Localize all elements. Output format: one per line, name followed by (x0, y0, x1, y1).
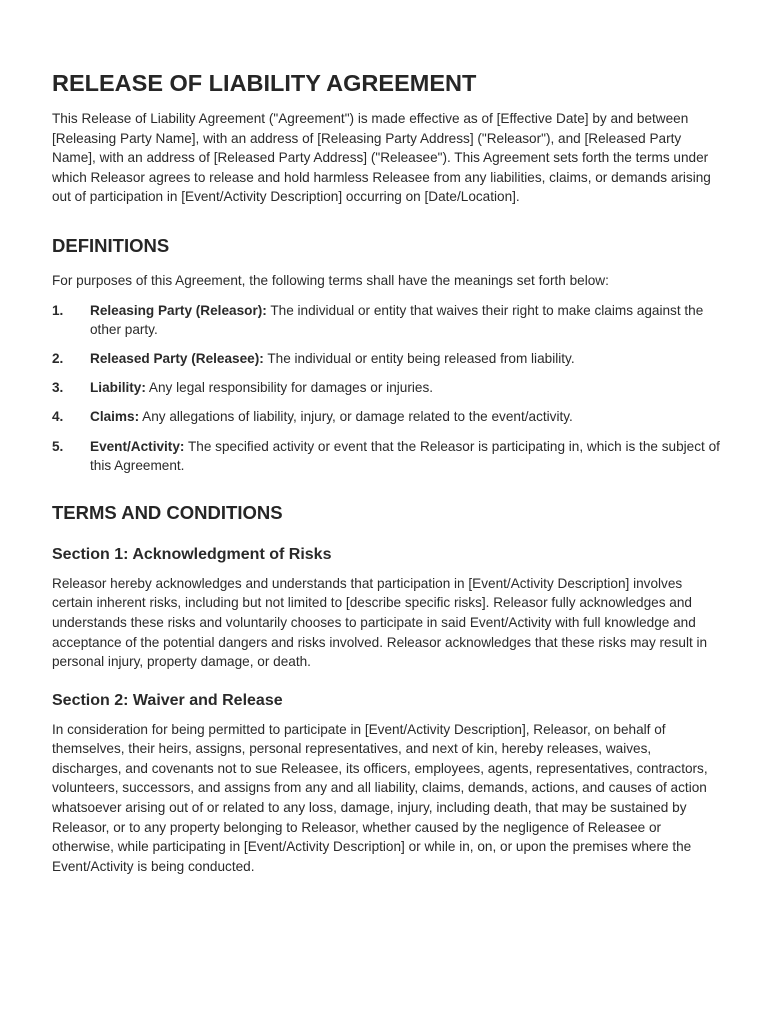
document-title: RELEASE OF LIABILITY AGREEMENT (52, 70, 477, 96)
definitions-lead: For purposes of this Agreement, the following terms shall have the meanings set forth below: (52, 272, 609, 288)
definition-term: Claims: (90, 409, 140, 425)
definition-number: 4. (52, 409, 64, 425)
definitions-heading: DEFINITIONS (52, 234, 170, 256)
definition-item (52, 407, 724, 427)
intro-paragraph: This Release of Liability Agreement ("Agreement") is made effective as of [Effective Date] by and between [Releasing Party Name], with an address of [Releasing Party Address] ("Releasor"), and [Released Party Name], with an address of [Released Party Address] ("Releasee"). This Agreement sets forth the terms under which Releasor agrees to release and hold harmless Releasee from any liabilities, claims, or demands arising out of participation in [Event/Activity Description] occurring on [Date/Location]. (52, 111, 711, 205)
definition-term: Event/Activity: (90, 438, 185, 454)
definition-text: Any allegations of liability, injury, or damage related to the event/activity. (139, 409, 573, 425)
definition-term: Liability: (90, 380, 146, 396)
definitions-list (52, 301, 724, 476)
definition-item (52, 378, 724, 398)
definition-number: 3. (52, 380, 64, 396)
definition-number: 1. (52, 302, 64, 318)
definition-text: The individual or entity being released from liability. (263, 351, 575, 367)
definition-text: Any legal responsibility for damages or injuries. (145, 380, 434, 396)
section-1-body: Releasor hereby acknowledges and understands that participation in [Event/Activity Description] involves certain inherent risks, including but not limited to [describe specific risks]. Releasor fully acknowledges and understands these risks and voluntarily chooses to participate in said Event/Activity with full knowledge and acceptance of the potential dangers and risks involved. Releasor acknowledges that these risks may result in personal injury, property damage, or death. (52, 575, 708, 670)
definition-term: Releasing Party (Releasor): (90, 302, 267, 318)
definition-item (52, 349, 724, 369)
definition-number: 2. (52, 351, 64, 367)
section-2-heading: Section 2: Waiver and Release (52, 691, 283, 709)
definition-text: The individual or entity that waives their right to make claims against the other party. (90, 302, 704, 338)
document-page (52, 70, 724, 896)
section-1-heading: Section 1: Acknowledgment of Risks (52, 545, 332, 563)
definition-item (52, 437, 724, 476)
section-2-body: In consideration for being permitted to participate in [Event/Activity Description], Releasor, on behalf of themselves, their heirs, assigns, personal representatives, and next of kin, hereby releases, waives, discharges, and covenants not to sue Releasee, its officers, employees, agents, representatives, contractors, volunteers, successors, and assigns from any and all liability, claims, demands, actions, and causes of action whatsoever arising out of or related to any loss, damage, injury, including death, that may be sustained by Releasor, or to any property belonging to Releasor, whether caused by the negligence of Releasee or otherwise, while participating in [Event/Activity Description] or while in, on, or upon the premises where the Event/Activity is being conducted. (52, 721, 708, 874)
definition-number: 5. (52, 438, 64, 454)
definition-term: Released Party (Releasee): (90, 351, 264, 367)
terms-heading: TERMS AND CONDITIONS (52, 501, 283, 523)
definition-text: The specified activity or event that the Releasor is participating in, which is the subject of this Agreement. (90, 438, 720, 474)
definition-item (52, 301, 724, 340)
